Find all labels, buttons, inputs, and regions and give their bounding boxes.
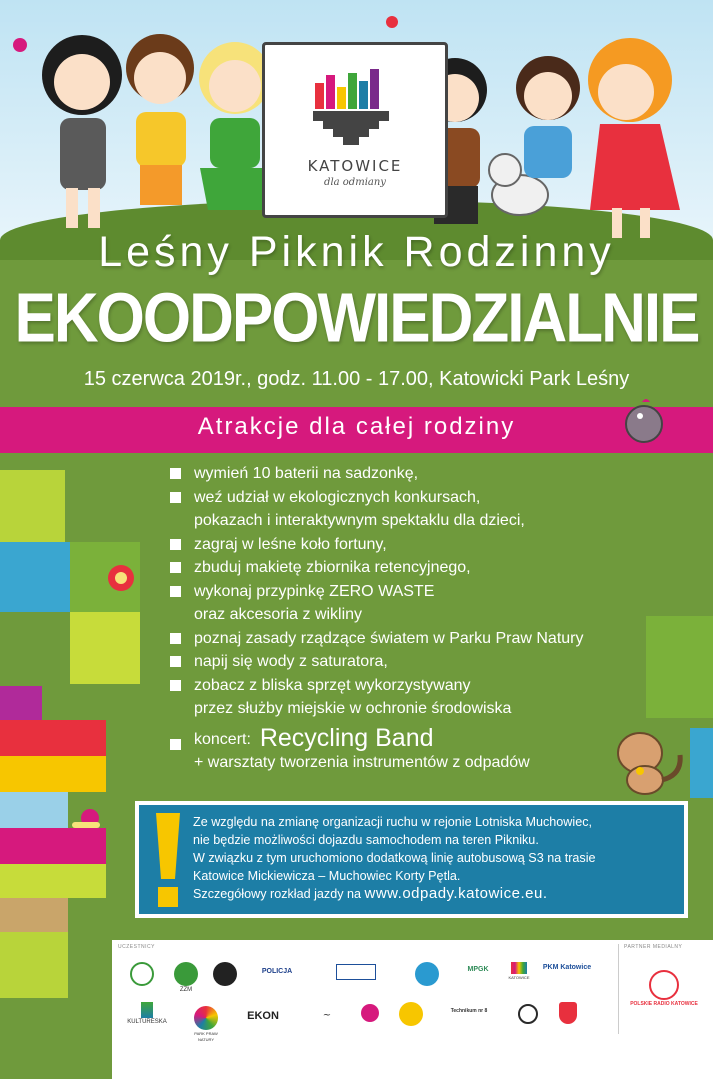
list-item-continued: oraz akcesoria z wikliny — [194, 606, 363, 623]
kultureska-icon — [141, 1002, 153, 1018]
schedule-url[interactable]: www.odpady.katowice.eu. — [364, 885, 548, 902]
sponsor-logo: POLICJA — [261, 968, 293, 975]
concert-extra: + warsztaty tworzenia instrumentów z odpadów — [194, 754, 530, 771]
participants-label: UCZESTNICY — [118, 944, 155, 950]
sponsor-logo: ZZM — [168, 962, 204, 993]
bullet-square-icon — [170, 633, 181, 644]
drop-logo-icon — [415, 962, 439, 986]
katowice-logo-board — [262, 42, 448, 218]
rect-logo-icon — [336, 964, 376, 980]
bullet-square-icon — [170, 680, 181, 691]
logo-tagline: dla odmiany — [324, 177, 386, 188]
list-item: napij się wody z saturatora, — [170, 650, 670, 674]
list-item-continued: pokazach i interaktywnym spektaklu dla dzieci, — [194, 512, 525, 529]
radio-logo-icon — [649, 970, 679, 1000]
sponsors-bar — [112, 940, 713, 1079]
deco-square — [690, 728, 713, 798]
media-partner-logo: POLSKIE RADIO KATOWICE — [624, 970, 704, 1007]
sponsor-logo: Technikum nr 8 — [450, 1008, 488, 1014]
bullet-square-icon — [170, 656, 181, 667]
katowice-logo-icon — [315, 69, 387, 109]
shield-logo-icon — [559, 1002, 577, 1024]
transport-notice — [135, 801, 688, 918]
sponsor-logo — [556, 1002, 580, 1024]
bullet-square-icon — [170, 468, 181, 479]
event-date-location: 15 czerwca 2019r., godz. 11.00 - 17.00, Katowicki Park Leśny — [83, 368, 630, 390]
figure-logo-icon — [399, 1002, 423, 1026]
sponsor-logo: KULTURESKA — [122, 1002, 172, 1025]
deco-square — [0, 470, 65, 542]
sponsor-logo — [396, 1002, 426, 1027]
deco-square — [0, 686, 42, 720]
deco-square — [0, 792, 68, 828]
list-item: zobacz z bliska sprzęt wykorzystywany — [170, 674, 670, 698]
sponsor-logo — [358, 1004, 382, 1023]
bullet-square-icon — [170, 562, 181, 573]
bullet-square-icon — [170, 492, 181, 503]
list-item: wymień 10 baterii na sadzonkę, — [170, 462, 670, 486]
apple-illustration — [104, 563, 138, 593]
deco-square — [0, 864, 106, 898]
concert-item — [170, 723, 670, 752]
sponsor-logo: PARK PRAW NATURY — [186, 1006, 226, 1043]
badge-logo-icon — [213, 962, 237, 986]
logo-stair-shape — [313, 111, 389, 145]
deco-square — [0, 756, 106, 792]
circle-logo-icon — [130, 962, 154, 986]
list-item: wykonaj przypinkę ZERO WASTE — [170, 580, 670, 604]
sponsors-divider — [618, 944, 619, 1034]
list-item: zagraj w leśne koło fortuny, — [170, 533, 670, 557]
round-logo-icon — [361, 1004, 379, 1022]
bullet-square-icon — [170, 539, 181, 550]
leaf-logo-icon — [174, 962, 198, 986]
event-subtitle: EKOODPOWIEDZIALNIE — [14, 279, 699, 358]
sponsor-logo: EKON — [247, 1010, 279, 1022]
event-title: Leśny Piknik Rodzinny — [98, 228, 615, 276]
bird-illustration — [622, 396, 668, 446]
list-item: weź udział w ekologicznych konkursach, — [170, 486, 670, 510]
park-praw-natury-icon — [194, 1006, 218, 1030]
deco-square — [0, 542, 70, 612]
deco-square — [0, 898, 68, 932]
list-item-continued: przez służby miejskie w ochronie środowiska — [194, 700, 512, 717]
deco-square — [0, 720, 106, 756]
deco-square — [70, 612, 140, 684]
sponsor-logo — [122, 962, 162, 987]
attractions-heading: Atrakcje dla całej rodziny — [197, 413, 516, 440]
sponsor-logo — [326, 964, 386, 980]
notice-text: Ze względu na zmianę organizacji ruchu w rejonie Lotniska Muchowiec, nie będzie możliwości dojazdu samochodem na teren Pikniku. W związku z tym uruchomiono dodatkową linię autobusową S3 na trasie Katowice Mickiewicza – Muchowiec Korty Pętla. Szczegółowy rozkład jazdy na www.odpady.katowice.eu. — [193, 815, 596, 902]
sponsor-logo — [516, 1004, 540, 1025]
sponsor-logo: KATOWICE — [504, 962, 534, 981]
katowice-mini-icon — [511, 962, 527, 974]
bullet-square-icon — [170, 586, 181, 597]
deco-square — [0, 828, 106, 864]
snail-illustration — [70, 806, 104, 830]
numeral-logo-icon — [518, 1004, 538, 1024]
sponsor-logo — [312, 1010, 342, 1021]
media-partner-label: PARTNER MEDIALNY — [624, 944, 683, 950]
exclamation-icon — [153, 813, 183, 909]
signature-logo-icon: ~ — [322, 1010, 332, 1021]
list-item: poznaj zasady rządzące światem w Parku Praw Natury — [170, 627, 670, 651]
deco-square — [0, 932, 68, 998]
sponsor-logo: PKM Katowice — [542, 964, 592, 971]
attractions-list — [170, 462, 670, 775]
sponsor-logo: MPGK — [467, 966, 489, 973]
sponsor-logo — [412, 962, 442, 987]
list-item: zbuduj makietę zbiornika retencyjnego, — [170, 556, 670, 580]
sponsor-logo — [210, 962, 240, 987]
concert-label: koncert: — [194, 730, 251, 748]
logo-title: KATOWICE — [307, 157, 403, 175]
bullet-square-icon — [170, 739, 181, 750]
concert-band-name: Recycling Band — [259, 723, 434, 752]
